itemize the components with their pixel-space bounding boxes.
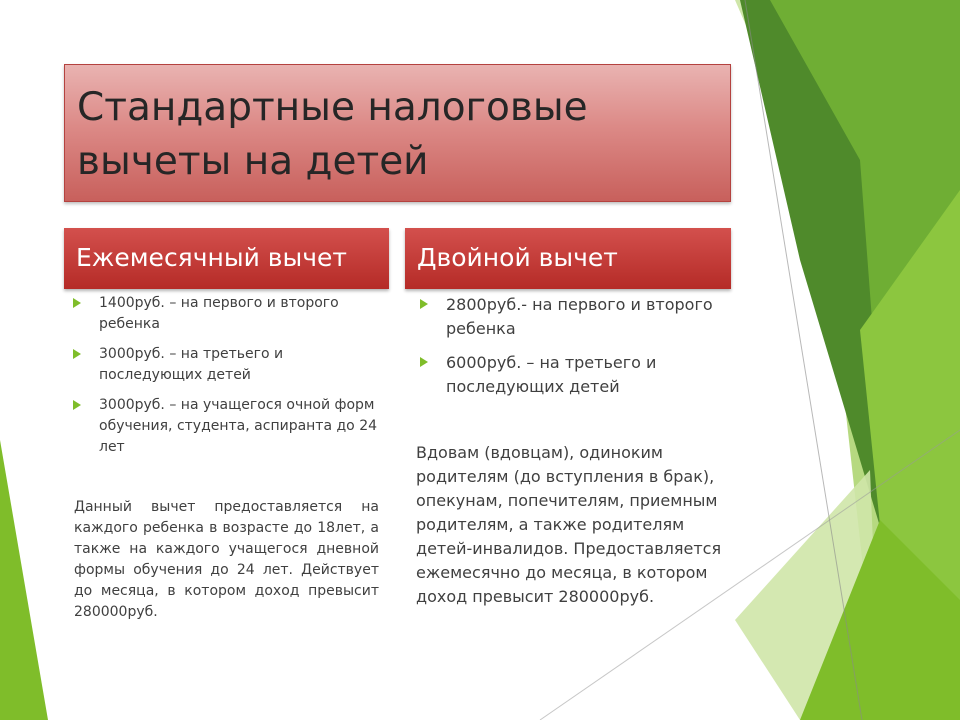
- list-item-text: 2800руб.- на первого и второго ребенка: [446, 295, 713, 338]
- right-column-header: [405, 228, 731, 289]
- list-item: [420, 351, 720, 399]
- bullet-arrow-icon: [73, 400, 81, 410]
- list-item-text: 3000руб. – на третьего и последующих детей: [99, 346, 284, 383]
- left-bullet-list: [73, 293, 378, 467]
- left-column-paragraph: Данный вычет предоставляется на каждого ребенка в возрасте до 18лет, а также на каждого учащегося дневной формы обучения до 24 лет. Действует до месяца, в котором доход превысит 280000руб.: [74, 499, 379, 620]
- left-green-triangle: [0, 440, 48, 720]
- bullet-arrow-icon: [73, 349, 81, 359]
- list-item-text: 1400руб. – на первого и второго ребенка: [99, 295, 339, 332]
- title-box: [64, 64, 731, 202]
- list-item: [420, 293, 720, 341]
- right-bullet-list: [420, 293, 720, 409]
- right-column-header-label: Двойной вычет: [417, 243, 618, 272]
- slide-title: Стандартные налоговые вычеты на детей: [77, 85, 588, 184]
- list-item: [73, 293, 378, 335]
- bullet-arrow-icon: [420, 299, 428, 309]
- list-item: [73, 395, 378, 458]
- bullet-arrow-icon: [73, 298, 81, 308]
- list-item: [73, 344, 378, 386]
- list-item-text: 3000руб. – на учащегося очной форм обучения, студента, аспиранта до 24 лет: [99, 397, 378, 455]
- left-column-header-label: Ежемесячный вычет: [76, 243, 347, 272]
- right-column-paragraph: Вдовам (вдовцам), одиноким родителям (до вступления в брак), опекунам, попечителям, приемным родителям, а также родителям детей-инвалидов. Предоставляется ежемесячно до месяца, в котором доход превысит 280000руб.: [416, 443, 722, 606]
- left-column-header: [64, 228, 389, 289]
- bullet-arrow-icon: [420, 357, 428, 367]
- list-item-text: 6000руб. – на третьего и последующих детей: [446, 353, 657, 396]
